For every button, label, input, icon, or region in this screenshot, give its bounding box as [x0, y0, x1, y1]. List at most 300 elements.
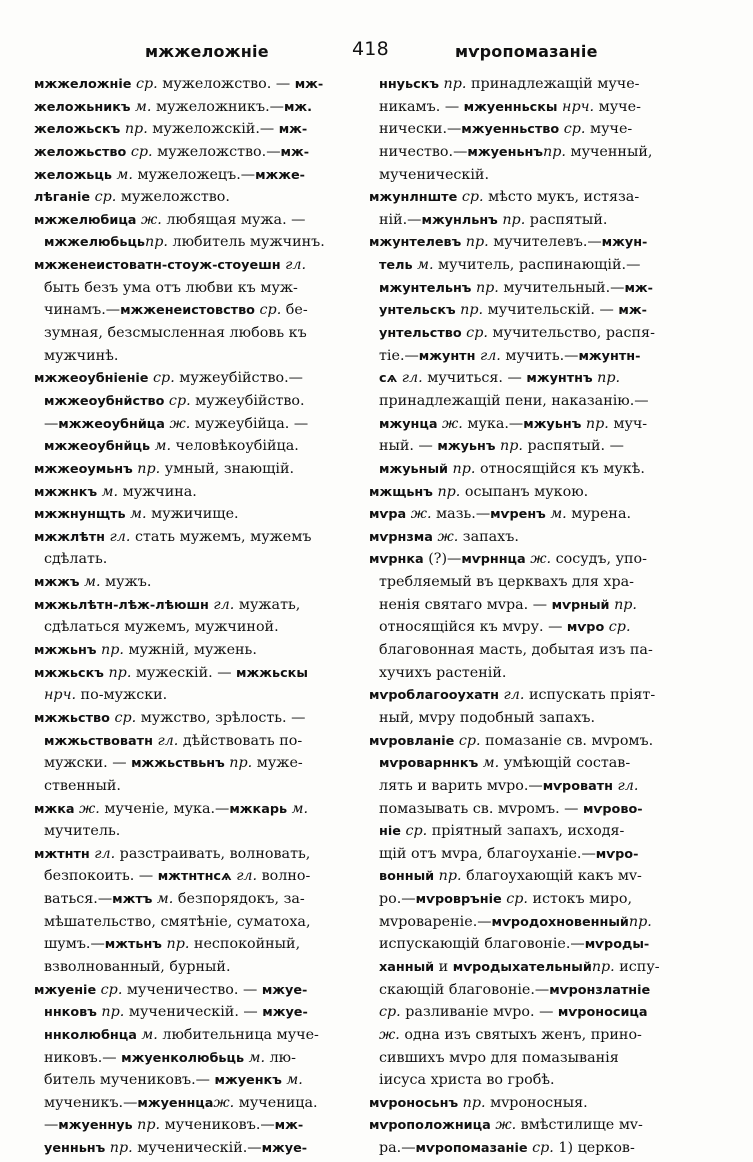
- text-line: [369, 730, 697, 753]
- grammar-label: пр.: [161, 936, 190, 953]
- text-line: [34, 231, 362, 254]
- text-line: [369, 911, 697, 934]
- definition-text: бе-: [281, 302, 308, 319]
- headword: ніе: [379, 824, 401, 840]
- headword: мжжьствоватн: [44, 733, 153, 749]
- definition-text: осыпанъ мукою.: [460, 483, 589, 500]
- definition-text: мучитель, распинающій.—: [433, 257, 641, 274]
- definition-text: мученикъ.—: [44, 1094, 138, 1111]
- grammar-label: гл.: [475, 347, 501, 364]
- headword: лѣганіе: [34, 190, 91, 206]
- headword: мѵроватн: [542, 778, 614, 794]
- grammar-label: м.: [136, 1026, 158, 1043]
- headword: мжжеоумьнъ: [34, 461, 133, 477]
- grammar-label: гл.: [613, 777, 639, 794]
- headword: мжуеннца: [137, 1095, 214, 1111]
- headword: мжженеистоватн-стоуж-стоуешн: [34, 258, 281, 274]
- definition-text: вмѣстилище мv-: [516, 1117, 643, 1134]
- headword: мѵроды-: [584, 937, 650, 953]
- definition-text: запахъ.: [458, 528, 519, 545]
- right-running-head: мѵропомазаніе: [455, 42, 598, 61]
- grammar-label: ср.: [148, 370, 175, 387]
- text-line: [34, 118, 362, 141]
- headword: мжун-: [601, 235, 648, 251]
- definition-text: мученичество. —: [122, 981, 262, 998]
- grammar-label: ср.: [400, 823, 428, 840]
- headword: мж-: [624, 280, 653, 296]
- grammar-label: пр.: [96, 642, 124, 659]
- headword: мжуьнъ: [437, 439, 496, 455]
- text-line: [34, 458, 362, 481]
- text-line: [34, 933, 362, 956]
- grammar-label: гл.: [397, 370, 423, 387]
- text-line: [369, 118, 697, 141]
- text-line: [369, 1069, 697, 1092]
- definition-text: мvровареніе.—: [379, 913, 492, 930]
- definition-text: волно-: [257, 868, 311, 885]
- definition-text: муче-: [585, 121, 633, 138]
- headword: мѵронзлатніе: [549, 982, 651, 998]
- definition-text: ненія святаго мvра. —: [379, 596, 552, 613]
- definition-text: испу-: [614, 958, 660, 975]
- headword: желожьникъ: [34, 99, 131, 115]
- headword: мжуеньнъ: [467, 144, 543, 160]
- grammar-label: пр.: [461, 234, 489, 251]
- definition-text: хучихъ растеній.: [379, 664, 507, 681]
- grammar-label: м.: [79, 574, 101, 591]
- definition-text: мѣшательство, смятѣніе, суматоха,: [44, 913, 311, 930]
- text-line: [34, 186, 362, 209]
- grammar-label: ж.: [525, 551, 552, 568]
- definition-text: ный. —: [379, 438, 438, 455]
- definition-text: любитель мужчинъ.: [167, 234, 325, 251]
- text-line: [34, 526, 362, 549]
- headword: унтельство: [379, 326, 462, 342]
- grammar-label: пр.: [628, 913, 652, 930]
- headword: мжжелюбьць: [44, 235, 146, 251]
- text-line: [34, 684, 362, 707]
- headword: мж-: [618, 303, 647, 319]
- definition-text: мучительный.—: [498, 279, 625, 296]
- definition-text: ній.—: [379, 211, 422, 228]
- text-line: [34, 979, 362, 1002]
- text-line: [369, 277, 697, 300]
- text-line: [34, 164, 362, 187]
- text-line: [34, 390, 362, 413]
- text-line: [34, 141, 362, 164]
- definition-text: мучителевъ.—: [488, 234, 602, 251]
- headword: мжкарь: [229, 801, 288, 817]
- headword: мжжнкъ: [34, 484, 98, 500]
- headword: мѵро: [566, 620, 605, 636]
- grammar-label: пр.: [448, 460, 476, 477]
- text-line: [369, 231, 697, 254]
- text-line: [369, 594, 697, 617]
- definition-text: ный, мvру подобный запахъ.: [379, 709, 596, 726]
- text-line: [34, 911, 362, 934]
- definition-text: ственный.: [44, 777, 121, 794]
- definition-text: никовъ.—: [44, 1049, 122, 1066]
- grammar-label: пр.: [434, 868, 462, 885]
- definition-text: муже-: [252, 755, 303, 772]
- text-line: [369, 209, 697, 232]
- definition-text: —: [44, 1117, 59, 1134]
- headword: мжтнтн: [34, 846, 90, 862]
- grammar-label: ж.: [213, 1094, 235, 1111]
- grammar-label: ср.: [461, 325, 488, 342]
- definition-text: мучиться. —: [422, 370, 527, 387]
- headword: мжжьствьнъ: [131, 756, 225, 772]
- text-line: [34, 481, 362, 504]
- headword: мж-: [274, 1118, 304, 1134]
- definition-text: мученическій.: [379, 166, 490, 183]
- text-line: [369, 186, 697, 209]
- headword: мжжьскы: [236, 665, 308, 681]
- definition-text: мученица.: [234, 1094, 318, 1111]
- definition-text: щій отъ мvра, благоуханіе.—: [379, 845, 596, 862]
- headword: мж-: [280, 144, 310, 160]
- definition-text: стать мужемъ, мужемъ: [130, 528, 312, 545]
- headword: мжженеистовство: [120, 303, 255, 319]
- headword: мжжъ: [34, 575, 80, 591]
- definition-text: мученическій.—: [132, 1140, 262, 1157]
- definition-text: —: [44, 415, 59, 432]
- text-line: [369, 775, 697, 798]
- definition-text: мужски. —: [44, 755, 132, 772]
- text-line: [34, 503, 362, 526]
- definition-text: дѣйствовать по-: [178, 732, 303, 749]
- definition-text: сившихъ мvро для помазыванія: [379, 1049, 619, 1066]
- grammar-label: м.: [97, 483, 119, 500]
- headword: мжунтн: [418, 348, 476, 364]
- definition-text: умѣющій состав-: [499, 755, 631, 772]
- text-line: [369, 503, 697, 526]
- text-line: [369, 458, 697, 481]
- text-line: [369, 526, 697, 549]
- text-line: [34, 639, 362, 662]
- text-line: [34, 367, 362, 390]
- headword: мѵра: [369, 507, 407, 523]
- text-line: [369, 933, 697, 956]
- text-line: [369, 73, 697, 96]
- grammar-label: ср.: [109, 709, 137, 726]
- headword: мжже-: [255, 167, 305, 183]
- grammar-label: ср.: [126, 143, 153, 160]
- definition-text: распятый.: [525, 211, 608, 228]
- definition-text: испускающій благовоніе.—: [379, 936, 585, 953]
- definition-text: сосудъ, упо-: [551, 551, 647, 568]
- definition-text: разливаніе мvро. —: [400, 1004, 558, 1021]
- headword: мжжлѣтн: [34, 529, 105, 545]
- headword: ннколюбнца: [44, 1027, 137, 1043]
- headword: мжуенньство: [461, 122, 560, 138]
- text-line: [369, 662, 697, 685]
- text-line: [369, 752, 697, 775]
- text-line: [34, 1069, 362, 1092]
- grammar-label: гл.: [280, 257, 307, 274]
- definition-text: одна изъ святыхъ женъ, прино-: [399, 1026, 642, 1043]
- text-line: [369, 390, 697, 413]
- grammar-label: ж.: [164, 415, 191, 432]
- headword: мжуьнъ: [523, 416, 582, 432]
- grammar-label: пр.: [609, 596, 637, 613]
- grammar-label: пр.: [96, 1004, 125, 1021]
- grammar-label: ж.: [437, 415, 463, 432]
- definition-text: сдѣлать.: [44, 551, 108, 568]
- definition-text: и: [434, 958, 453, 975]
- definition-text: мужчинѣ.: [44, 347, 119, 364]
- grammar-label: пр.: [592, 370, 621, 387]
- headword: мжтъ: [112, 892, 153, 908]
- grammar-label: ж.: [136, 211, 162, 228]
- text-line: [369, 616, 697, 639]
- headword: мж-: [294, 77, 324, 92]
- text-line: [369, 798, 697, 821]
- headword: мѵрный: [551, 597, 610, 613]
- headword: мѵроносьнъ: [369, 1095, 459, 1111]
- definition-text: мужеложство.: [116, 189, 230, 206]
- headword: мжжьство: [34, 710, 110, 726]
- definition-text: распятый. —: [522, 438, 624, 455]
- headword: мжжеоубніеніе: [34, 371, 149, 387]
- definition-text: зумная, безсмысленная любовь къ: [44, 325, 307, 342]
- headword: мѵроблагооухатн: [369, 688, 500, 704]
- headword: мжуе-: [261, 1141, 308, 1157]
- text-line: [34, 843, 362, 866]
- definition-text: принадлежащій пени, наказанію.—: [379, 392, 649, 409]
- grammar-label: ср.: [164, 392, 191, 409]
- text-line: [34, 820, 362, 843]
- headword: мжуьный: [379, 461, 449, 477]
- definition-text: ваться.—: [44, 891, 113, 908]
- definition-text: мученіе, мука.—: [99, 800, 230, 817]
- headword: мжунтнъ: [526, 371, 593, 387]
- headword: мжунтн-: [578, 348, 641, 364]
- definition-text: благовонная масть, добытая изъ па-: [379, 642, 653, 659]
- text-line: [34, 662, 362, 685]
- definition-text: битель мучениковъ.—: [44, 1072, 215, 1089]
- text-line: [34, 888, 362, 911]
- definition-text: взволнованный, бурный.: [44, 958, 231, 975]
- text-line: [34, 616, 362, 639]
- text-line: [369, 367, 697, 390]
- headword: мѵровръніе: [415, 892, 502, 908]
- definition-text: мука.—: [462, 415, 524, 432]
- definition-text: шумъ.—: [44, 936, 105, 953]
- definition-text: скающій благовоніе.—: [379, 981, 550, 998]
- definition-text: пріятный запахъ, исходя-: [427, 823, 625, 840]
- text-line: [34, 413, 362, 436]
- text-line: [369, 1137, 697, 1160]
- headword: мжуе-: [261, 982, 308, 998]
- headword: мжжеложніе: [34, 77, 132, 92]
- headword: мжуенньскы: [463, 99, 558, 115]
- headword: мѵропомазаніе: [415, 1141, 528, 1157]
- page-number: 418: [352, 38, 389, 60]
- text-line: [369, 435, 697, 458]
- text-line: [369, 413, 697, 436]
- definition-text: мужеложецъ.—: [132, 166, 256, 183]
- grammar-label: м.: [130, 98, 152, 115]
- headword: мжщьнъ: [369, 484, 433, 500]
- grammar-label: пр.: [543, 143, 566, 160]
- headword: мжунлнште: [369, 190, 458, 206]
- definition-text: мужеубійца. —: [190, 415, 309, 432]
- text-line: [34, 752, 362, 775]
- definition-text: мурена.: [566, 506, 632, 523]
- left-running-head: мжжеложніе: [145, 42, 269, 61]
- text-line: [369, 956, 697, 979]
- definition-text: ро.—: [379, 891, 416, 908]
- headword: унтельскъ: [379, 303, 456, 319]
- grammar-label: гл.: [104, 528, 131, 545]
- grammar-label: пр.: [132, 1117, 161, 1134]
- text-line: [369, 141, 697, 164]
- text-line: [369, 1024, 697, 1047]
- definition-text: требляемый въ церквахъ для хра-: [379, 574, 634, 591]
- headword: мжжелюбица: [34, 212, 137, 228]
- grammar-label: гл.: [152, 732, 179, 749]
- headword: мѵренъ: [490, 507, 546, 523]
- definition-text: неспокойный,: [189, 936, 301, 953]
- headword: желожьць: [34, 167, 112, 183]
- headword: мжуенкъ: [214, 1073, 282, 1089]
- text-line: [34, 594, 362, 617]
- headword: мжжьнъ: [34, 643, 97, 659]
- text-line: [34, 798, 362, 821]
- headword: мѵроварннкъ: [379, 756, 479, 772]
- text-line: [34, 1114, 362, 1137]
- definition-text: разстраивать, волновать,: [115, 845, 311, 862]
- definition-text: любящая мужа. —: [161, 211, 306, 228]
- headword: мжунльнъ: [421, 212, 498, 228]
- headword: ханный: [379, 959, 435, 975]
- headword: мѵрнка: [369, 552, 424, 568]
- grammar-label: м.: [281, 1072, 303, 1089]
- definition-text: (?)—: [423, 551, 462, 568]
- definition-text: принадлежащій муче-: [466, 76, 640, 92]
- definition-text: чинамъ.—: [44, 302, 121, 319]
- text-line: [369, 865, 697, 888]
- grammar-label: гл.: [208, 596, 235, 613]
- headword: мжуеннуь: [58, 1118, 133, 1134]
- definition-text: мучительство, распя-: [487, 325, 655, 342]
- definition-text: мужеубійство.—: [174, 370, 303, 387]
- definition-text: тіе.—: [379, 347, 419, 364]
- grammar-label: пр.: [224, 755, 253, 772]
- headword: мжжеоубнйць: [44, 439, 151, 455]
- headword: мѵро-: [595, 846, 639, 862]
- text-line: [34, 277, 362, 300]
- headword: мжжеоубнйца: [58, 416, 165, 432]
- text-line: [34, 209, 362, 232]
- definition-text: быть безъ ума отъ любви къ муж-: [44, 279, 298, 296]
- text-line: [34, 707, 362, 730]
- page-header: [0, 36, 753, 66]
- definition-text: ра.—: [379, 1140, 416, 1157]
- headword: желожьство: [34, 144, 127, 160]
- headword: мѵроположница: [369, 1118, 491, 1134]
- headword: мжжеоубнйство: [44, 393, 165, 409]
- text-line: [34, 254, 362, 277]
- definition-text: лять и варить мvро.—: [379, 777, 543, 794]
- grammar-label: м.: [150, 438, 172, 455]
- text-line: [34, 96, 362, 119]
- grammar-label: ср.: [501, 891, 528, 908]
- grammar-label: пр.: [120, 121, 148, 138]
- grammar-label: пр.: [497, 211, 526, 228]
- definition-text: муче-: [594, 98, 641, 115]
- grammar-label: пр.: [458, 1094, 486, 1111]
- text-line: [369, 1047, 697, 1070]
- headword: мѵродохновенный: [491, 914, 629, 930]
- grammar-label: нрч.: [44, 687, 77, 704]
- definition-text: мучительскій. —: [483, 302, 619, 319]
- text-line: [34, 956, 362, 979]
- text-line: [369, 548, 697, 571]
- headword: мѵроносица: [557, 1005, 648, 1021]
- headword: ннуьскъ: [379, 77, 440, 92]
- text-line: [369, 254, 697, 277]
- grammar-label: м.: [111, 166, 133, 183]
- headword: мжунца: [379, 416, 438, 432]
- text-line: [34, 73, 362, 96]
- grammar-label: м.: [478, 755, 500, 772]
- headword: мѵрово-: [583, 801, 643, 817]
- grammar-label: м.: [244, 1049, 266, 1066]
- text-line: [34, 322, 362, 345]
- grammar-label: пр.: [432, 483, 461, 500]
- definition-text: помазаніе св. мvромъ.: [480, 732, 654, 749]
- grammar-label: пр.: [439, 76, 467, 92]
- headword: мжуенколюбьць: [121, 1050, 245, 1066]
- headword: мжтьнъ: [104, 937, 162, 953]
- headword: мжуе-: [262, 1005, 308, 1021]
- grammar-label: пр.: [145, 234, 168, 251]
- text-line: [369, 322, 697, 345]
- grammar-label: ср.: [254, 302, 282, 319]
- text-line: [369, 96, 697, 119]
- definition-text: истокъ миро,: [527, 891, 633, 908]
- headword: мѵровланіе: [369, 733, 455, 749]
- grammar-label: ср.: [454, 732, 481, 749]
- headword: мѵродыхательный: [452, 959, 592, 975]
- text-line: [369, 888, 697, 911]
- text-line: [34, 775, 362, 798]
- definition-text: мvроносныя.: [485, 1094, 588, 1111]
- headword: уенньнъ: [44, 1141, 106, 1157]
- grammar-label: гл.: [499, 687, 525, 704]
- headword: мѵрнзма: [369, 529, 433, 545]
- text-line: [34, 1137, 362, 1160]
- grammar-label: пр.: [495, 438, 523, 455]
- definition-text: мучениковъ.—: [160, 1117, 275, 1134]
- definition-text: мужеложникъ.—: [151, 98, 284, 115]
- headword: ннковъ: [44, 1005, 97, 1021]
- definition-text: мужъ.: [100, 574, 152, 591]
- text-line: [34, 299, 362, 322]
- definition-text: человѣкоубійца.: [171, 438, 299, 455]
- text-line: [34, 435, 362, 458]
- headword: желожьскъ: [34, 122, 121, 138]
- text-line: [369, 345, 697, 368]
- text-line: [34, 571, 362, 594]
- grammar-label: ж.: [490, 1117, 517, 1134]
- grammar-label: м.: [125, 506, 147, 523]
- text-line: [369, 1114, 697, 1137]
- grammar-label: ср.: [379, 1004, 401, 1021]
- definition-text: по-мужски.: [76, 687, 168, 704]
